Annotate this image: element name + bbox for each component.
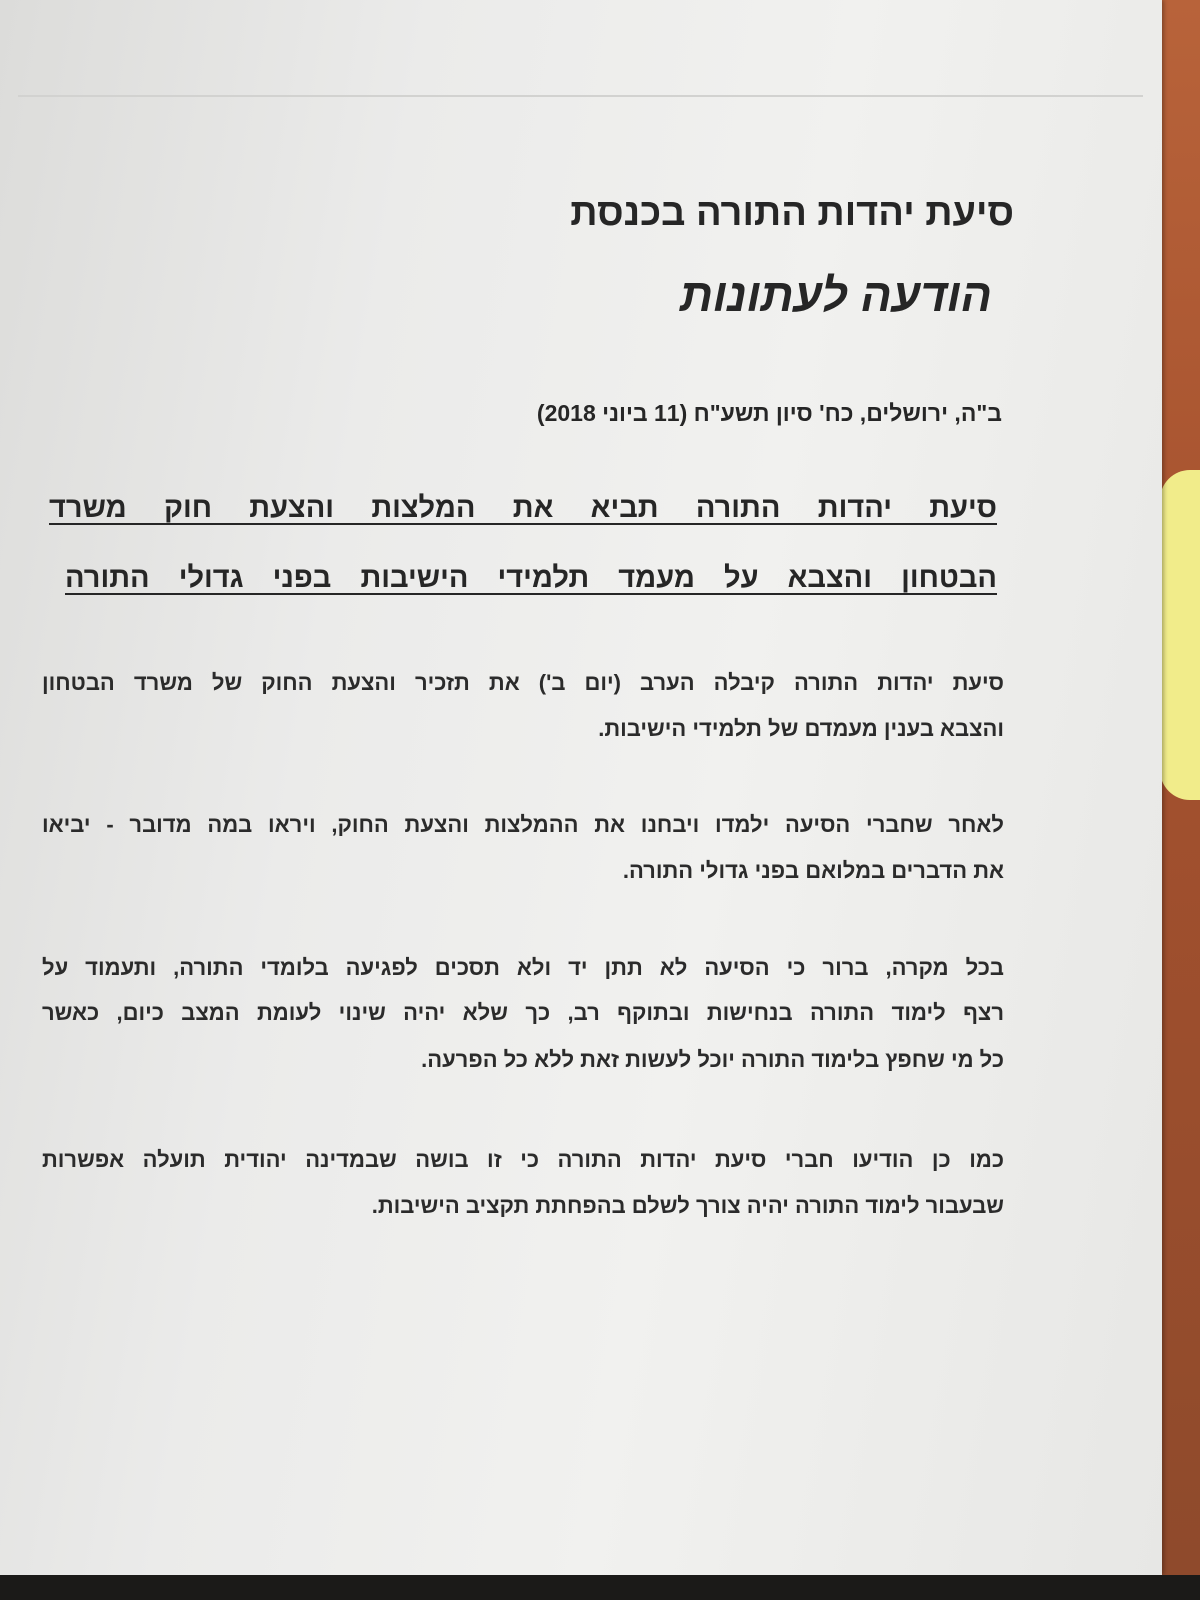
paragraph-3-line-2: רצף לימוד התורה בנחישות ובתוקף רב, כך שלא יהיה שינוי לעומת המצב כיום, כאשר <box>42 1000 1004 1025</box>
paragraph-3-line-3: כל מי שחפץ בלימוד התורה יוכל לעשות זאת ללא כל הפרעה. <box>421 1047 1004 1072</box>
paragraph-1-line-1: סיעת יהדות התורה קיבלה הערב (יום ב') את תזכיר והצעת החוק של משרד הבטחון <box>42 670 1004 695</box>
headline-line-1: סיעת יהדות התורה תביא את המלצות והצעת חוק משרד <box>49 492 997 524</box>
paragraph-2-line-1: לאחר שחברי הסיעה ילמדו ויבחנו את ההמלצות והצעת החוק, ויראו במה מדובר - יביאו <box>42 812 1004 837</box>
paragraph-1-line-2: והצבא בענין מעמדם של תלמידי הישיבות. <box>598 716 1004 741</box>
party-name: סיעת יהדות התורה בכנסת <box>570 192 1014 234</box>
paragraph-4-line-1: כמו כן הודיעו חברי סיעת יהדות התורה כי זו בושה שבמדינה יהודית תועלה אפשרות <box>42 1147 1004 1172</box>
paragraph-2-line-2: את הדברים במלואם בפני גדולי התורה. <box>622 858 1004 883</box>
paragraph-3-line-1: בכל מקרה, ברור כי הסיעה לא תתן יד ולא תסכים לפגיעה בלומדי התורה, ותעמוד על <box>42 955 1004 980</box>
headline-line-2: הבטחון והצבא על מעמד תלמידי הישיבות בפני גדולי התורה <box>65 562 997 594</box>
sticky-note <box>1160 470 1200 800</box>
paragraph-4-line-2: שבעבור לימוד התורה יהיה צורך לשלם בהפחתת תקציב הישיבות. <box>371 1193 1004 1218</box>
paper-fold-line <box>18 95 1143 97</box>
table-edge <box>0 1575 1200 1600</box>
date-line: ב"ה, ירושלים, כח' סיון תשע"ח (11 ביוני 2018) <box>536 400 1002 426</box>
document-type-title: הודעה לעתונות <box>680 269 992 321</box>
